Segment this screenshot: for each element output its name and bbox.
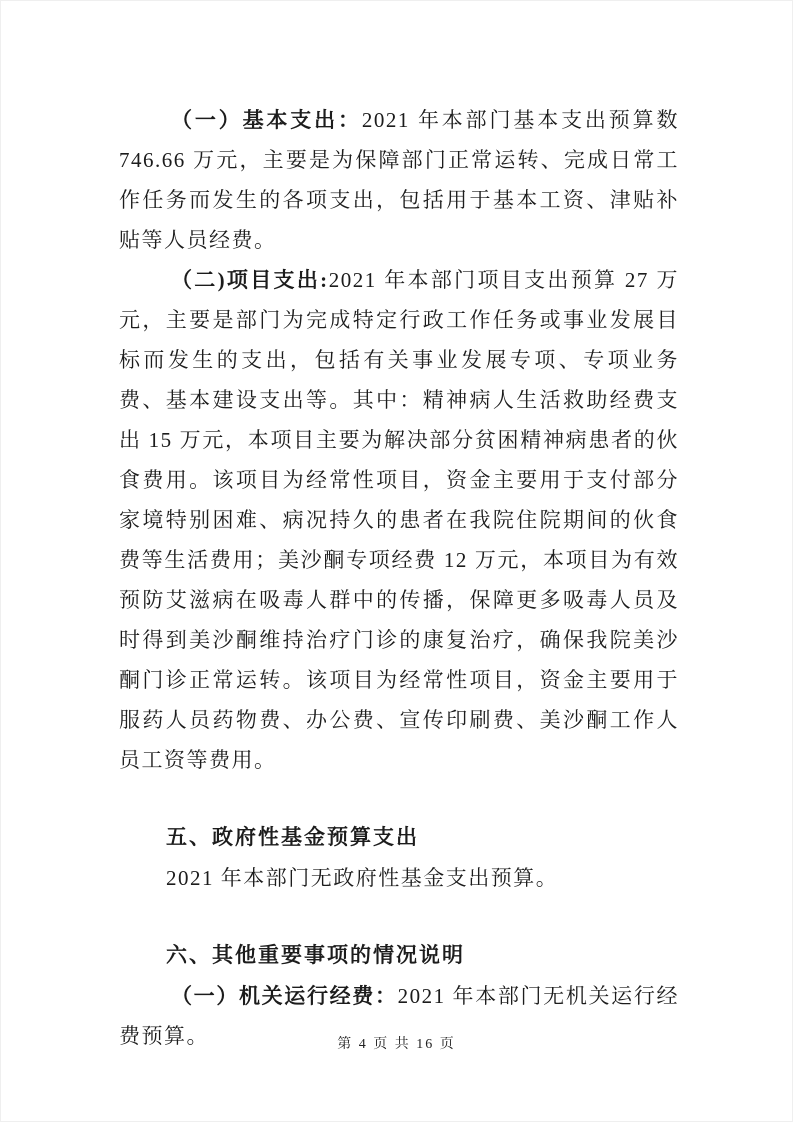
document-body xyxy=(119,100,679,1056)
paragraph-project-expenditure xyxy=(119,260,679,780)
paragraph-basic-expenditure xyxy=(119,100,679,260)
paragraph-agency-operating-expenses-lead: （一）机关运行经费： xyxy=(171,984,398,1008)
paragraph-agency-operating-expenses-text: 2021 年本部门无机关运行经费预算。 xyxy=(119,984,679,1048)
section-heading-government-fund-budget: 五、政府性基金预算支出 xyxy=(166,826,419,849)
paragraph-basic-expenditure-text: 2021 年本部门基本支出预算数 746.66 万元，主要是为保障部门正常运转、完成日常工作任务而发生的各项支出，包括用于基本工资、津贴补贴等人员经费。 xyxy=(119,108,680,252)
section-heading-other-important-matters: 六、其他重要事项的情况说明 xyxy=(166,944,465,967)
page-number-footer: 第 4 页 共 16 页 xyxy=(337,1037,456,1052)
paragraph-basic-expenditure-lead: （一）基本支出： xyxy=(171,108,362,132)
paragraph-project-expenditure-lead: （二)项目支出: xyxy=(171,268,329,292)
paragraph-project-expenditure-text: 2021 年本部门项目支出预算 27 万元，主要是部门为完成特定行政工作任务或事业发展目标而发生的支出，包括有关事业发展专项、专项业务费、基本建设支出等。其中：精神病人生活救助经费支出 15 万元，本项目主要为解决部分贫困精神病患者的伙食费用。该项目为经常性项目，资金主要用于支付部分家境特别困难、病况持久的患者在我院住院期间的伙食费等生活费用；美沙酮专项经费 12 万元，本项目为有效预防艾滋病在吸毒人群中的传播，保障更多吸毒人员及时得到美沙酮维持治疗门诊的康复治疗，确保我院美沙酮门诊正常运转。该项目为经常性项目，资金主要用于服药人员药物费、办公费、宣传印刷费、美沙酮工作人员工资等费用。 xyxy=(119,268,679,772)
section-body-government-fund-budget: 2021 年本部门无政府性基金支出预算。 xyxy=(166,866,559,890)
